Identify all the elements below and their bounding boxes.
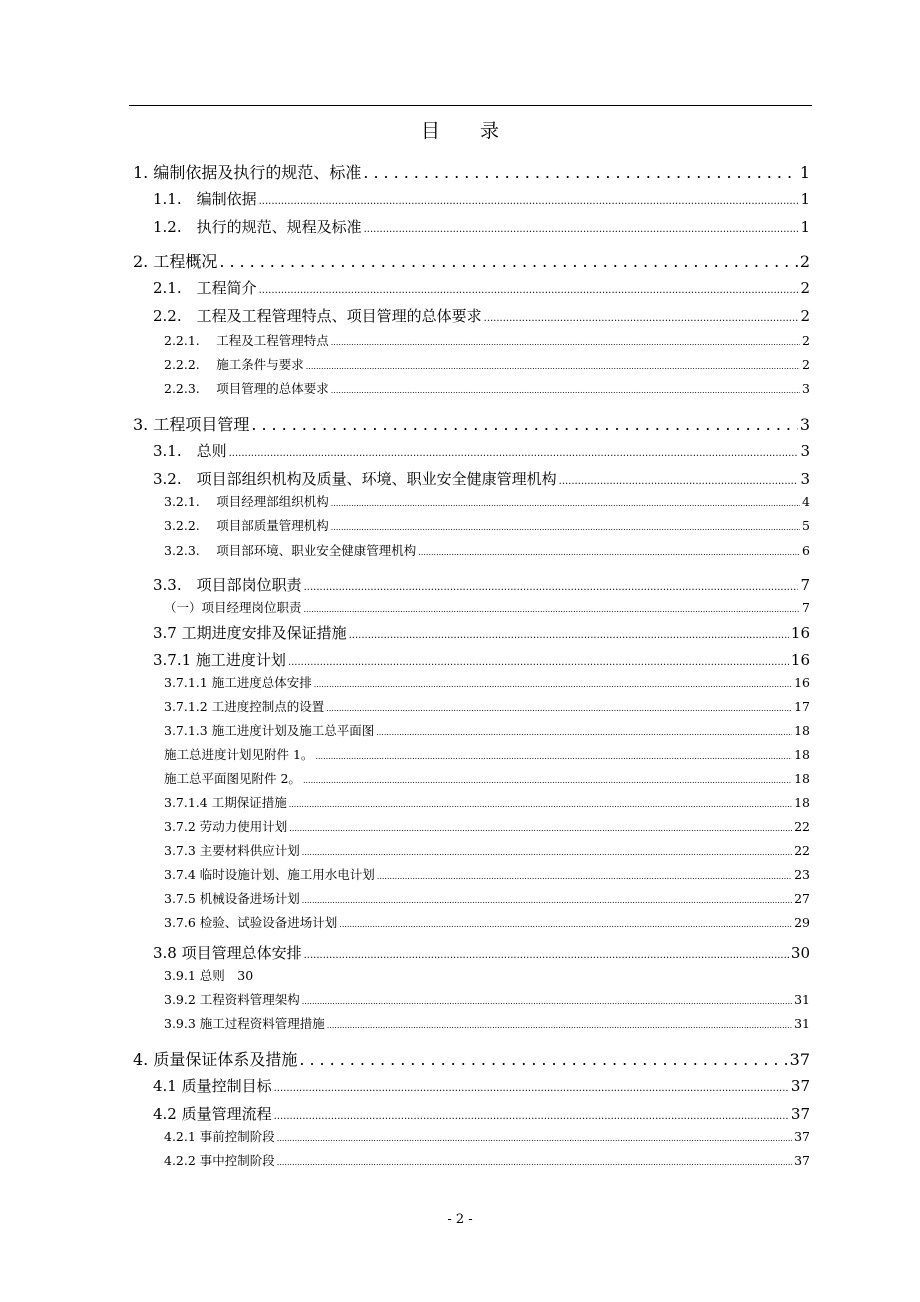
toc-dot-leader <box>274 1083 789 1094</box>
toc-entry-label: 施工总平面图见附件 2。 <box>164 771 301 786</box>
toc-entry[interactable] <box>164 913 810 931</box>
toc-entry-label: 3.7.2 劳动力使用计划 <box>164 819 288 834</box>
toc-entry[interactable] <box>153 277 810 298</box>
toc-entry-label: 3.7.1.2 工进度控制点的设置 <box>164 699 325 714</box>
toc-entry-label: 3.8 项目管理总体安排 <box>153 944 302 962</box>
toc-entry-label: 1. 编制依据及执行的规范、标准 <box>133 163 362 182</box>
toc-dot-leader <box>302 997 792 1006</box>
toc-entry[interactable] <box>164 541 810 559</box>
toc-entry-label: 2.2.1. 工程及工程管理特点 <box>164 333 329 348</box>
toc-entry[interactable] <box>153 649 810 670</box>
toc-entry-page-number: 27 <box>794 891 810 906</box>
toc-entry-page-number: 17 <box>794 699 810 714</box>
toc-dot-leader <box>277 1134 792 1143</box>
toc-entry-page-number: 5 <box>802 518 810 533</box>
toc-dot-leader <box>484 313 799 324</box>
toc-entry-label: 2.2. 工程及工程管理特点、项目管理的总体要求 <box>153 307 482 325</box>
toc-entry[interactable] <box>153 188 810 209</box>
toc-entry-label: 4.1 质量控制目标 <box>153 1077 272 1095</box>
toc-entry-page-number: 37 <box>794 1129 810 1144</box>
toc-dot-leader <box>315 752 792 761</box>
toc-entry-page-number: 2 <box>800 279 810 297</box>
toc-title: 目录 <box>420 120 539 142</box>
toc-entry-page-number: 1 <box>799 163 810 182</box>
toc-entry[interactable] <box>164 697 810 715</box>
toc-entry-label: 2. 工程概况 <box>133 252 218 271</box>
toc-entry[interactable] <box>153 574 810 595</box>
toc-entry-page-number: 1 <box>800 218 810 236</box>
toc-entry-label: 3.2. 项目部组织机构及质量、环境、职业安全健康管理机构 <box>153 470 557 488</box>
toc-dot-leader <box>259 196 799 207</box>
toc-entry[interactable] <box>133 412 810 435</box>
toc-entry[interactable] <box>153 216 810 237</box>
toc-entry-label: 3.7 工期进度安排及保证措施 <box>153 624 347 642</box>
toc-entry-label: 3.2.1. 项目经理部组织机构 <box>164 494 329 509</box>
toc-entry[interactable] <box>164 598 810 616</box>
toc-entry-label: 3.7.1.4 工期保证措施 <box>164 795 287 810</box>
toc-dot-leader <box>302 848 792 857</box>
toc-dot-leader <box>304 605 801 614</box>
toc-entry[interactable] <box>153 622 810 643</box>
toc-entry[interactable] <box>164 745 810 763</box>
toc-entry-label: 3.7.6 检验、试验设备进场计划 <box>164 915 338 930</box>
toc-entry-label: 施工总进度计划见附件 1。 <box>164 747 314 762</box>
toc-dot-leader <box>306 362 800 371</box>
toc-entry-label: 1.2. 执行的规范、规程及标准 <box>153 218 362 236</box>
toc-entry-label: 3.7.1 施工进度计划 <box>153 651 286 669</box>
toc-entry[interactable] <box>164 817 810 835</box>
toc-dot-leader <box>289 824 792 833</box>
page-number-footer: - 2 - <box>447 1212 473 1227</box>
toc-dot-leader <box>289 800 792 809</box>
toc-entry-page-number: 2 <box>799 252 810 271</box>
toc-entry-label: 3.1. 总则 <box>153 442 227 460</box>
toc-entry-page-number: 29 <box>794 915 810 930</box>
toc-dot-leader <box>363 163 797 182</box>
toc-entry[interactable] <box>164 966 810 984</box>
toc-dot-leader <box>326 704 792 713</box>
toc-entry-page-number: 37 <box>794 1153 810 1168</box>
toc-dot-leader <box>331 386 800 395</box>
toc-entry-page-number: 2 <box>800 307 810 325</box>
toc-entry-label: 3.7.5 机械设备进场计划 <box>164 891 300 906</box>
toc-entry-page-number: 31 <box>794 1016 810 1031</box>
toc-entry[interactable] <box>153 468 810 489</box>
toc-entry-label: 3.7.1.3 施工进度计划及施工总平面图 <box>164 723 375 738</box>
toc-dot-leader <box>331 338 800 347</box>
toc-entry[interactable] <box>164 379 810 397</box>
toc-entry-page-number: 22 <box>794 819 810 834</box>
toc-entry-label: 2.2.3. 项目管理的总体要求 <box>164 381 329 396</box>
toc-entry-label: 3.9.1 总则 30 <box>164 968 254 983</box>
toc-entry-label: 2.1. 工程简介 <box>153 279 257 297</box>
toc-entry-label: 2.2.2. 施工条件与要求 <box>164 357 304 372</box>
toc-entry-page-number: 3 <box>802 381 810 396</box>
toc-entry[interactable] <box>164 721 810 739</box>
toc-entry-page-number: 6 <box>802 543 810 558</box>
toc-dot-leader <box>314 680 792 689</box>
toc-entry[interactable] <box>164 769 810 787</box>
toc-entry-page-number: 23 <box>794 867 810 882</box>
toc-entry[interactable] <box>133 249 810 272</box>
toc-entry[interactable] <box>133 1047 810 1070</box>
toc-entry-label: 3.7.3 主要材料供应计划 <box>164 843 300 858</box>
toc-entry[interactable] <box>164 889 810 907</box>
toc-dot-leader <box>331 499 800 508</box>
toc-dot-leader <box>302 896 792 905</box>
toc-entry[interactable] <box>153 1075 810 1096</box>
toc-entry-page-number: 2 <box>802 333 810 348</box>
toc-entry[interactable] <box>153 305 810 326</box>
toc-entry[interactable] <box>164 1151 810 1169</box>
toc-entry[interactable] <box>153 942 810 963</box>
toc-dot-leader <box>376 728 792 737</box>
toc-entry[interactable] <box>153 1103 810 1124</box>
toc-entry-label: 1.1. 编制依据 <box>153 190 257 208</box>
toc-entry-label: 4.2.1 事前控制阶段 <box>164 1129 275 1144</box>
toc-entry-page-number: 31 <box>794 992 810 1007</box>
toc-entry-label: 3.2.3. 项目部环境、职业安全健康管理机构 <box>164 543 417 558</box>
toc-dot-leader <box>331 523 800 532</box>
toc-dot-leader <box>277 1158 792 1167</box>
toc-entry-page-number: 7 <box>802 600 810 615</box>
toc-entry[interactable] <box>164 516 810 534</box>
toc-entry[interactable] <box>164 990 810 1008</box>
toc-entry-page-number: 37 <box>790 1077 810 1095</box>
toc-entry-page-number: 18 <box>794 795 810 810</box>
toc-entry-label: 3.7.1.1 施工进度总体安排 <box>164 675 312 690</box>
toc-entry[interactable] <box>164 1014 810 1032</box>
toc-entry-page-number: 22 <box>794 843 810 858</box>
toc-entry[interactable] <box>164 673 810 691</box>
toc-entry-page-number: 30 <box>790 944 810 962</box>
toc-entry-label: 4.2 质量管理流程 <box>153 1105 272 1123</box>
toc-entry-page-number: 16 <box>794 675 810 690</box>
toc-dot-leader <box>304 950 789 961</box>
toc-entry-page-number: 4 <box>802 494 810 509</box>
toc-entry[interactable] <box>164 793 810 811</box>
toc-entry-label: 4. 质量保证体系及措施 <box>133 1050 298 1069</box>
toc-dot-leader <box>251 415 797 434</box>
toc-entry[interactable] <box>164 355 810 373</box>
toc-entry-page-number: 18 <box>794 723 810 738</box>
toc-entry[interactable] <box>153 440 810 461</box>
toc-dot-leader <box>327 1021 792 1030</box>
toc-entry[interactable] <box>164 1127 810 1145</box>
toc-entry-page-number: 3 <box>800 442 810 460</box>
toc-dot-leader <box>303 776 792 785</box>
toc-entry-label: 3.9.2 工程资料管理架构 <box>164 992 300 1007</box>
toc-dot-leader <box>364 224 799 235</box>
toc-dot-leader <box>304 582 799 593</box>
toc-dot-leader <box>288 657 789 668</box>
toc-entry-label: 3.9.3 施工过程资料管理措施 <box>164 1016 325 1031</box>
toc-entry-page-number: 18 <box>794 771 810 786</box>
toc-entry[interactable] <box>164 331 810 349</box>
toc-dot-leader <box>259 285 799 296</box>
toc-entry-label: 4.2.2 事中控制阶段 <box>164 1153 275 1168</box>
toc-entry-label: 3. 工程项目管理 <box>133 415 250 434</box>
toc-dot-leader <box>229 448 799 459</box>
toc-entry-page-number: 3 <box>799 415 810 434</box>
toc-entry-page-number: 37 <box>790 1105 810 1123</box>
toc-entry[interactable] <box>164 865 810 883</box>
toc-entry-page-number: 1 <box>800 190 810 208</box>
toc-dot-leader <box>339 920 792 929</box>
toc-entry[interactable] <box>164 492 810 510</box>
toc-entry-label: 3.2.2. 项目部质量管理机构 <box>164 518 329 533</box>
toc-entry[interactable] <box>133 160 810 183</box>
toc-dot-leader <box>377 872 792 881</box>
toc-dot-leader <box>418 548 800 557</box>
toc-entry-page-number: 16 <box>790 651 810 669</box>
toc-entry-page-number: 37 <box>789 1050 810 1069</box>
toc-entry-page-number: 7 <box>800 576 810 594</box>
toc-entry-page-number: 3 <box>800 470 810 488</box>
toc-entry[interactable] <box>164 841 810 859</box>
toc-entry-page-number: 2 <box>802 357 810 372</box>
toc-entry-label: 3.3. 项目部岗位职责 <box>153 576 302 594</box>
toc-dot-leader <box>274 1111 789 1122</box>
toc-entry-label: 3.7.4 临时设施计划、施工用水电计划 <box>164 867 375 882</box>
toc-entry-page-number: 16 <box>790 624 810 642</box>
toc-entry-page-number: 18 <box>794 747 810 762</box>
toc-dot-leader <box>299 1050 787 1069</box>
toc-entry-label: （一）项目经理岗位职责 <box>164 600 302 615</box>
toc-dot-leader <box>559 476 799 487</box>
toc-dot-leader <box>349 630 789 641</box>
toc-dot-leader <box>219 252 797 271</box>
